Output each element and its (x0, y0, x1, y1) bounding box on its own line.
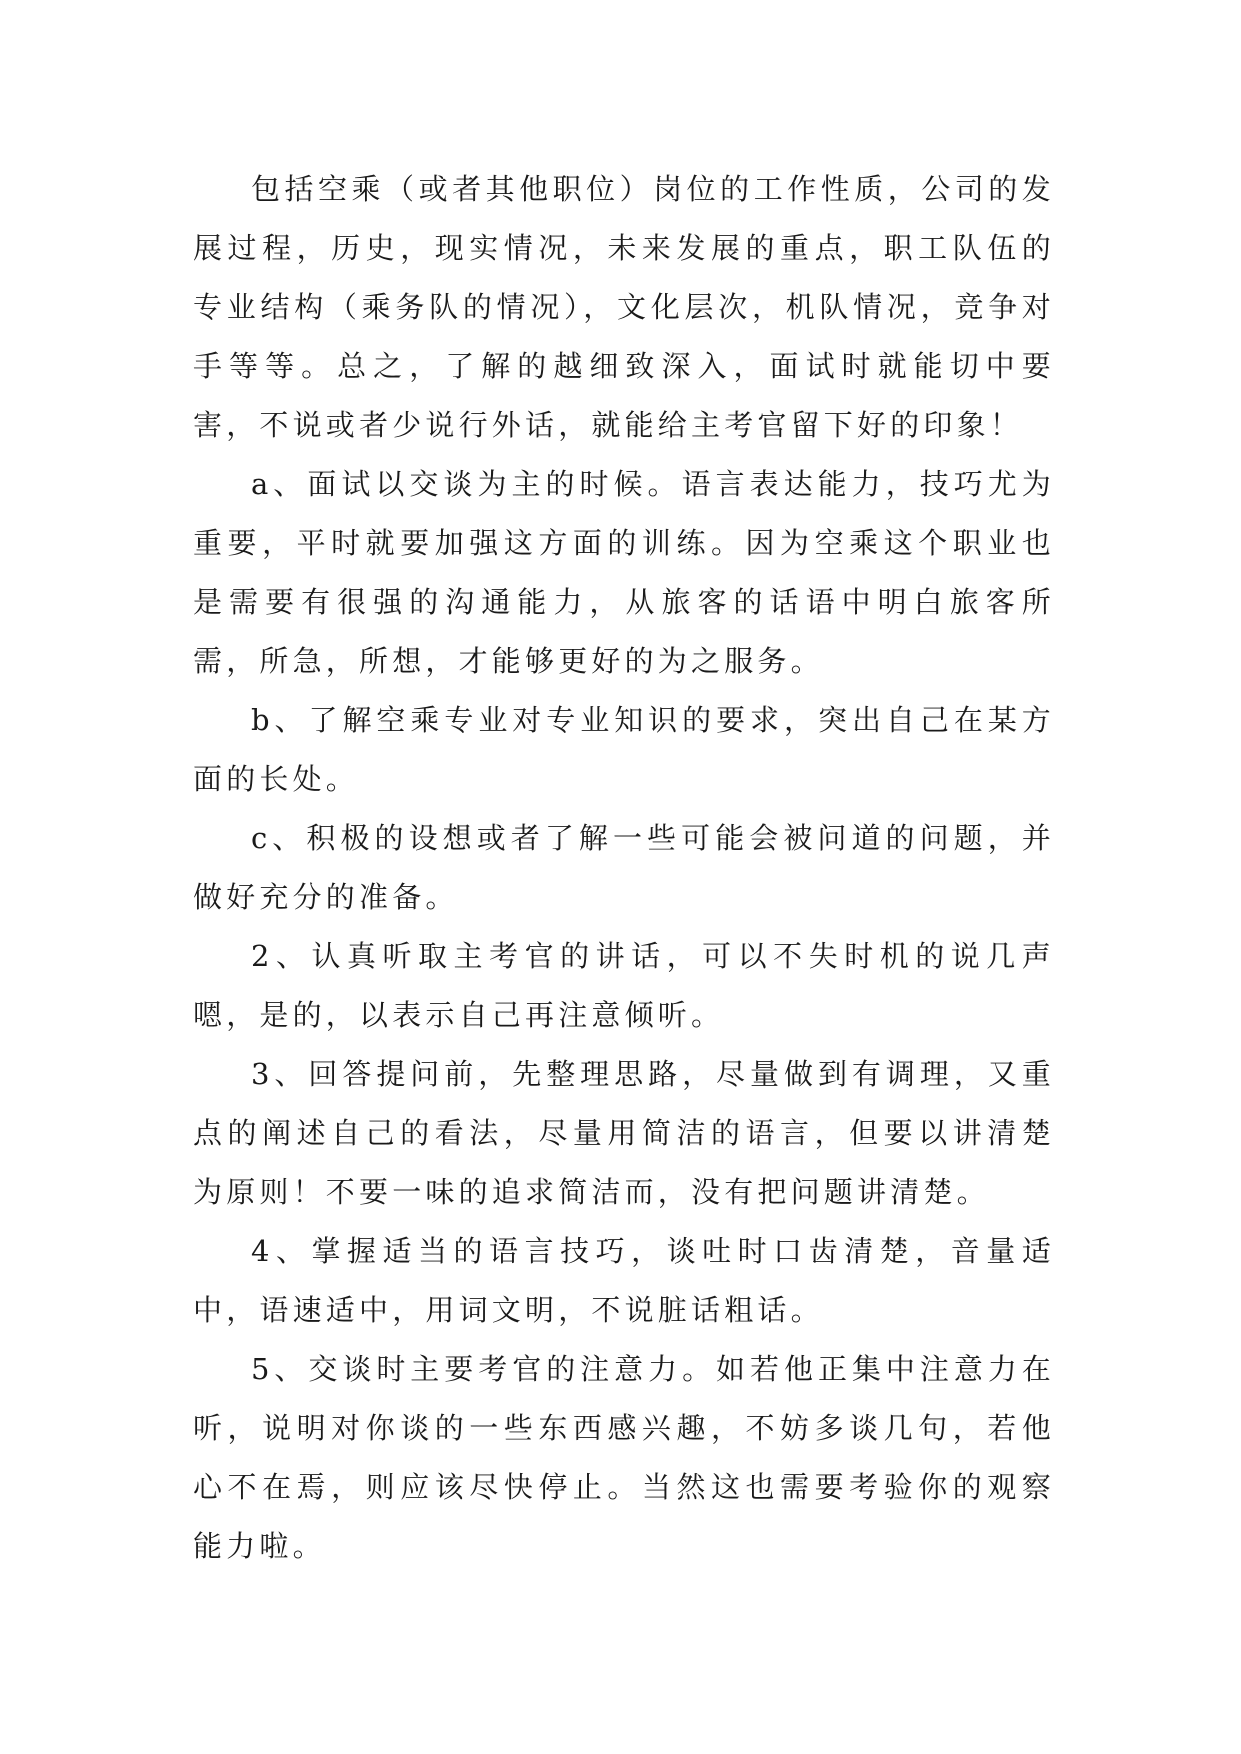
paragraph-a: a、面试以交谈为主的时候。语言表达能力，技巧尤为重要，平时就要加强这方面的训练。因为空乘这个职业也是需要有很强的沟通能力，从旅客的话语中明白旅客所需，所急，所想，才能够更好的为之服务。 (193, 467, 1055, 678)
document-body (193, 160, 1055, 1576)
paragraph-2: 2、认真听取主考官的讲话，可以不失时机的说几声嗯，是的，以表示自己再注意倾听。 (193, 939, 1055, 1032)
paragraph-b: b、了解空乘专业对专业知识的要求，突出自己在某方面的长处。 (193, 703, 1055, 796)
paragraph-5: 5、交谈时主要考官的注意力。如若他正集中注意力在听，说明对你谈的一些东西感兴趣，不妨多谈几句，若他心不在焉，则应该尽快停止。当然这也需要考验你的观察能力啦。 (193, 1352, 1055, 1563)
paragraph-c: c、积极的设想或者了解一些可能会被问道的问题，并做好充分的准备。 (193, 821, 1055, 914)
paragraph-3: 3、回答提问前，先整理思路，尽量做到有调理，又重点的阐述自己的看法，尽量用简洁的语言，但要以讲清楚为原则！不要一味的追求简洁而，没有把问题讲清楚。 (193, 1057, 1055, 1209)
paragraph-4: 4、掌握适当的语言技巧，谈吐时口齿清楚，音量适中，语速适中，用词文明，不说脏话粗话。 (193, 1234, 1055, 1327)
paragraph-intro: 包括空乘（或者其他职位）岗位的工作性质，公司的发展过程，历史，现实情况，未来发展的重点，职工队伍的专业结构（乘务队的情况），文化层次，机队情况，竞争对手等等。总之，了解的越细致深入，面试时就能切中要害，不说或者少说行外话，就能给主考官留下好的印象！ (193, 172, 1055, 442)
